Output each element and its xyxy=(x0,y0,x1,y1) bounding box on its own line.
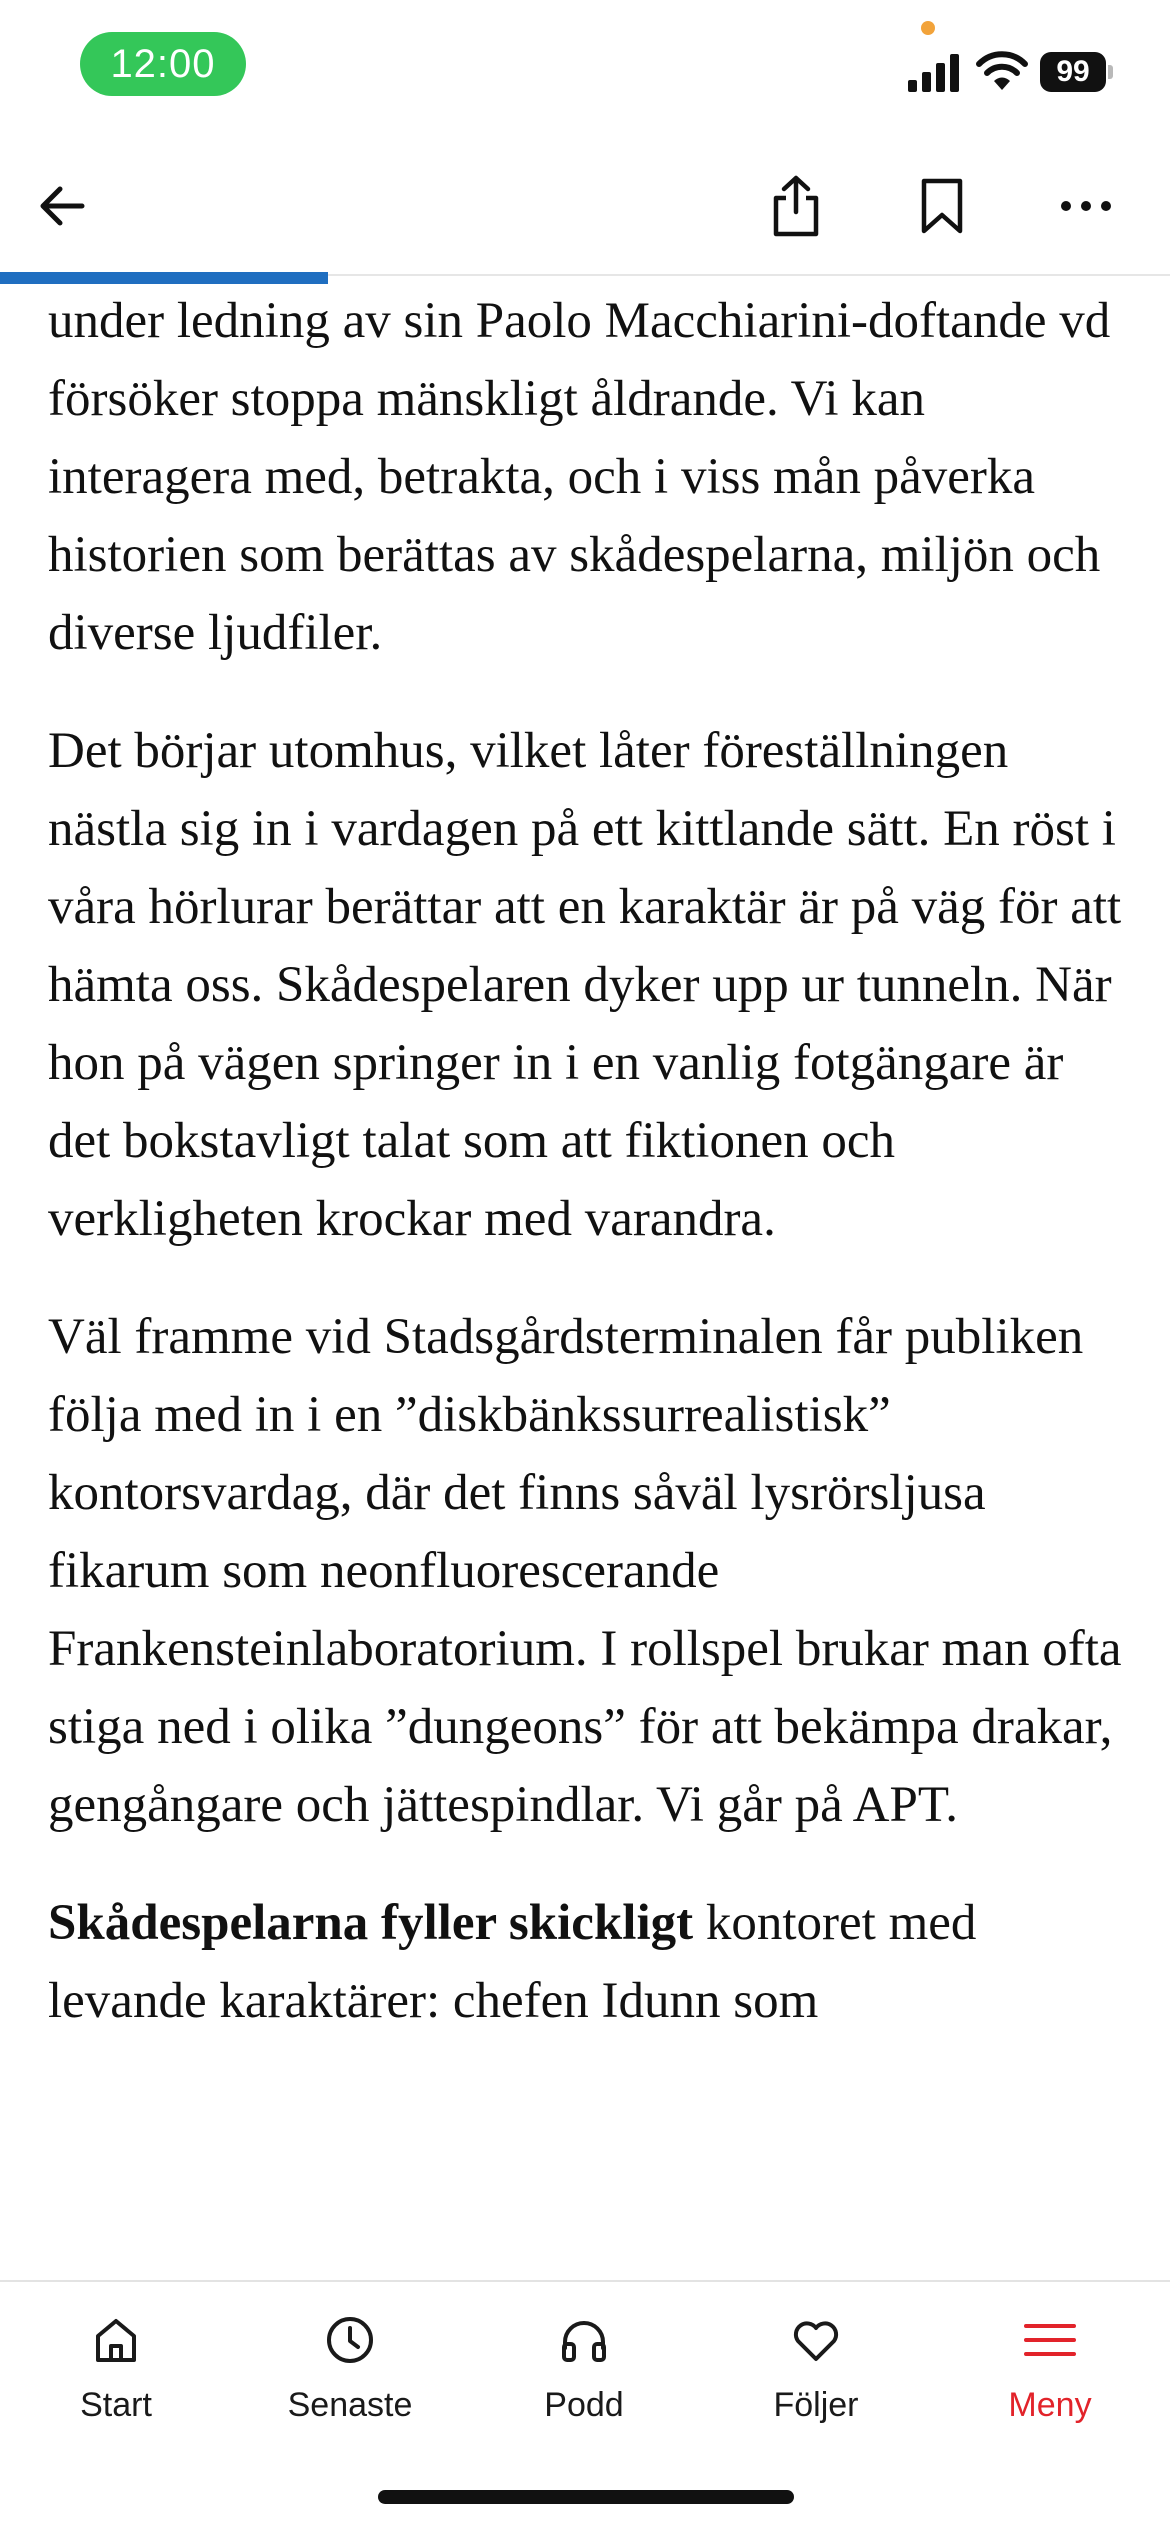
battery-level: 99 xyxy=(1040,52,1106,92)
tab-label: Följer xyxy=(773,2386,859,2424)
paragraph-text: Det börjar utomhus, vilket låter föreställningen nästla sig in i vardagen på ett kittlande sätt. En röst i våra hörlurar berättar att en karaktär är på väg för att hämta oss. Skådespelaren dyker upp ur tunneln. När hon på vägen springer in i en vanlig fotgängare är det bokstavligt talat som att fiktionen och verkligheten krockar med varandra. xyxy=(48,723,1122,1247)
paragraph-lead: Skådespelarna fyller skickligt xyxy=(48,1895,694,1951)
article-paragraph xyxy=(48,1884,1128,2040)
article-body xyxy=(48,282,1128,2280)
privacy-indicator-dot xyxy=(921,21,935,35)
article-paragraph xyxy=(48,1298,1128,1844)
home-icon xyxy=(88,2312,144,2368)
paragraph-text: kontoret med levande karaktärer: chefen Idunn som xyxy=(48,1895,977,2029)
paragraph-text: under ledning av sin Paolo Macchiarini-doftande vd försöker stoppa mänskligt åldrande. Vi kan interagera med, betrakta, och i viss mån påverka historien som berättas av skådespelarna, miljön och diverse ljudfiler. xyxy=(48,293,1111,661)
tab-label: Meny xyxy=(1008,2386,1092,2424)
article-paragraph xyxy=(48,712,1128,1258)
tab-start[interactable] xyxy=(16,2302,216,2452)
article-paragraph xyxy=(48,282,1128,672)
tab-label: Podd xyxy=(544,2386,624,2424)
bookmark-button[interactable] xyxy=(904,168,980,244)
tab-foljer[interactable] xyxy=(716,2302,916,2452)
article-toolbar xyxy=(0,140,1170,276)
battery-icon xyxy=(1040,52,1112,92)
more-options-button[interactable] xyxy=(1048,168,1124,244)
home-indicator[interactable] xyxy=(378,2490,794,2504)
tab-label: Senaste xyxy=(287,2386,413,2424)
signal-icon xyxy=(906,52,962,92)
battery-tip xyxy=(1108,65,1113,79)
tab-senaste[interactable] xyxy=(250,2302,450,2452)
heart-icon xyxy=(788,2312,844,2368)
status-bar xyxy=(0,0,1170,140)
tab-podd[interactable] xyxy=(484,2302,684,2452)
share-button[interactable] xyxy=(758,168,834,244)
back-button[interactable] xyxy=(24,168,100,244)
tab-label: Start xyxy=(80,2386,152,2424)
wifi-icon xyxy=(975,50,1029,92)
headphones-icon xyxy=(556,2312,612,2368)
share-icon xyxy=(768,174,824,238)
clock-icon xyxy=(322,2312,378,2368)
tab-meny[interactable] xyxy=(950,2302,1150,2452)
menu-icon xyxy=(1022,2312,1078,2368)
status-time: 12:00 xyxy=(80,32,246,96)
back-arrow-icon xyxy=(34,178,90,234)
paragraph-text: Väl framme vid Stadsgårdsterminalen får publiken följa med in i en ”diskbänkssurrealistisk” kontorsvardag, där det finns såväl lysrörsljusa fikarum som neonfluorescerande Frankensteinlaboratorium. I rollspel brukar man ofta stiga ned i olika ”dungeons” för att bekämpa drakar, gengångare och jättespindlar. Vi går på APT. xyxy=(48,1309,1122,1833)
bookmark-icon xyxy=(918,177,966,235)
more-icon xyxy=(1058,198,1114,214)
